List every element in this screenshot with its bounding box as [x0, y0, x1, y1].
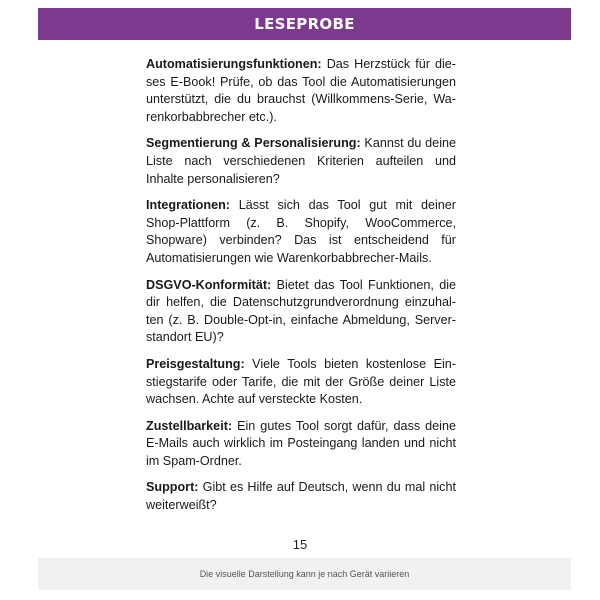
paragraph-preisgestaltung — [146, 356, 456, 409]
banner-title: LESEPROBE — [254, 15, 355, 33]
paragraph-text: Viele Tools bieten kostenlose Einstiegstarife oder Tarife, die mit der Größe deiner Liste wachsen. Achte auf versteckte Kosten. — [146, 356, 456, 407]
leseprobe-banner — [38, 8, 571, 40]
paragraph-automatisierung — [146, 56, 456, 126]
paragraph-zustellbarkeit — [146, 418, 456, 471]
page-number: 15 — [292, 537, 308, 552]
footer-bar — [38, 558, 571, 590]
paragraph-text: Das Herzstück für dieses E-Book! Prüfe, ob das Tool die Automatisierungen unterstützt, die du brauchst (Willkommens-Serie, Warenkorbabbrecher etc.). — [146, 57, 456, 124]
paragraph-term: Zustellbarkeit: — [146, 418, 233, 433]
paragraph-text: Bietet das Tool Funktionen, die dir helfen, die Datenschutzgrundverordnung einzuhalten (z. B. Double-Opt-in, einfache Abmeldung, Serverstandort EU)? — [146, 277, 456, 345]
paragraph-support — [146, 479, 456, 514]
paragraph-text: Lässt sich das Tool gut mit deiner Shop-Plattform (z. B. Shopify, WooCommerce, Shopware) verbinden? Das ist entscheidend für Automatisierungen wie Warenkorbabbrecher-Mails. — [146, 198, 456, 265]
footer-note: Die visuelle Darstellung kann je nach Gerät variieren — [199, 569, 410, 579]
paragraph-term: Preisgestaltung: — [146, 356, 245, 371]
paragraph-text: Ein gutes Tool sorgt dafür, dass deine E-Mails auch wirklich im Posteingang landen und nicht im Spam-Ordner. — [146, 418, 456, 468]
paragraph-text: Kannst du deine Liste nach verschiedenen Kriterien aufteilen und Inhalte personalisieren? — [146, 136, 456, 186]
paragraph-term: Segmentierung & Personalisierung: — [146, 136, 361, 151]
paragraph-term: Integrationen: — [146, 198, 230, 213]
paragraph-term: DSGVO-Konformität: — [146, 277, 272, 292]
paragraph-term: Support: — [146, 480, 199, 495]
paragraph-text: Gibt es Hilfe auf Deutsch, wenn du mal nicht weiterweißt? — [146, 480, 456, 513]
page-content — [146, 56, 456, 524]
paragraph-dsgvo — [146, 277, 456, 347]
paragraph-segmentierung — [146, 135, 456, 188]
paragraph-term: Automatisierungsfunktionen: — [146, 57, 322, 71]
paragraph-integrationen — [146, 197, 456, 267]
